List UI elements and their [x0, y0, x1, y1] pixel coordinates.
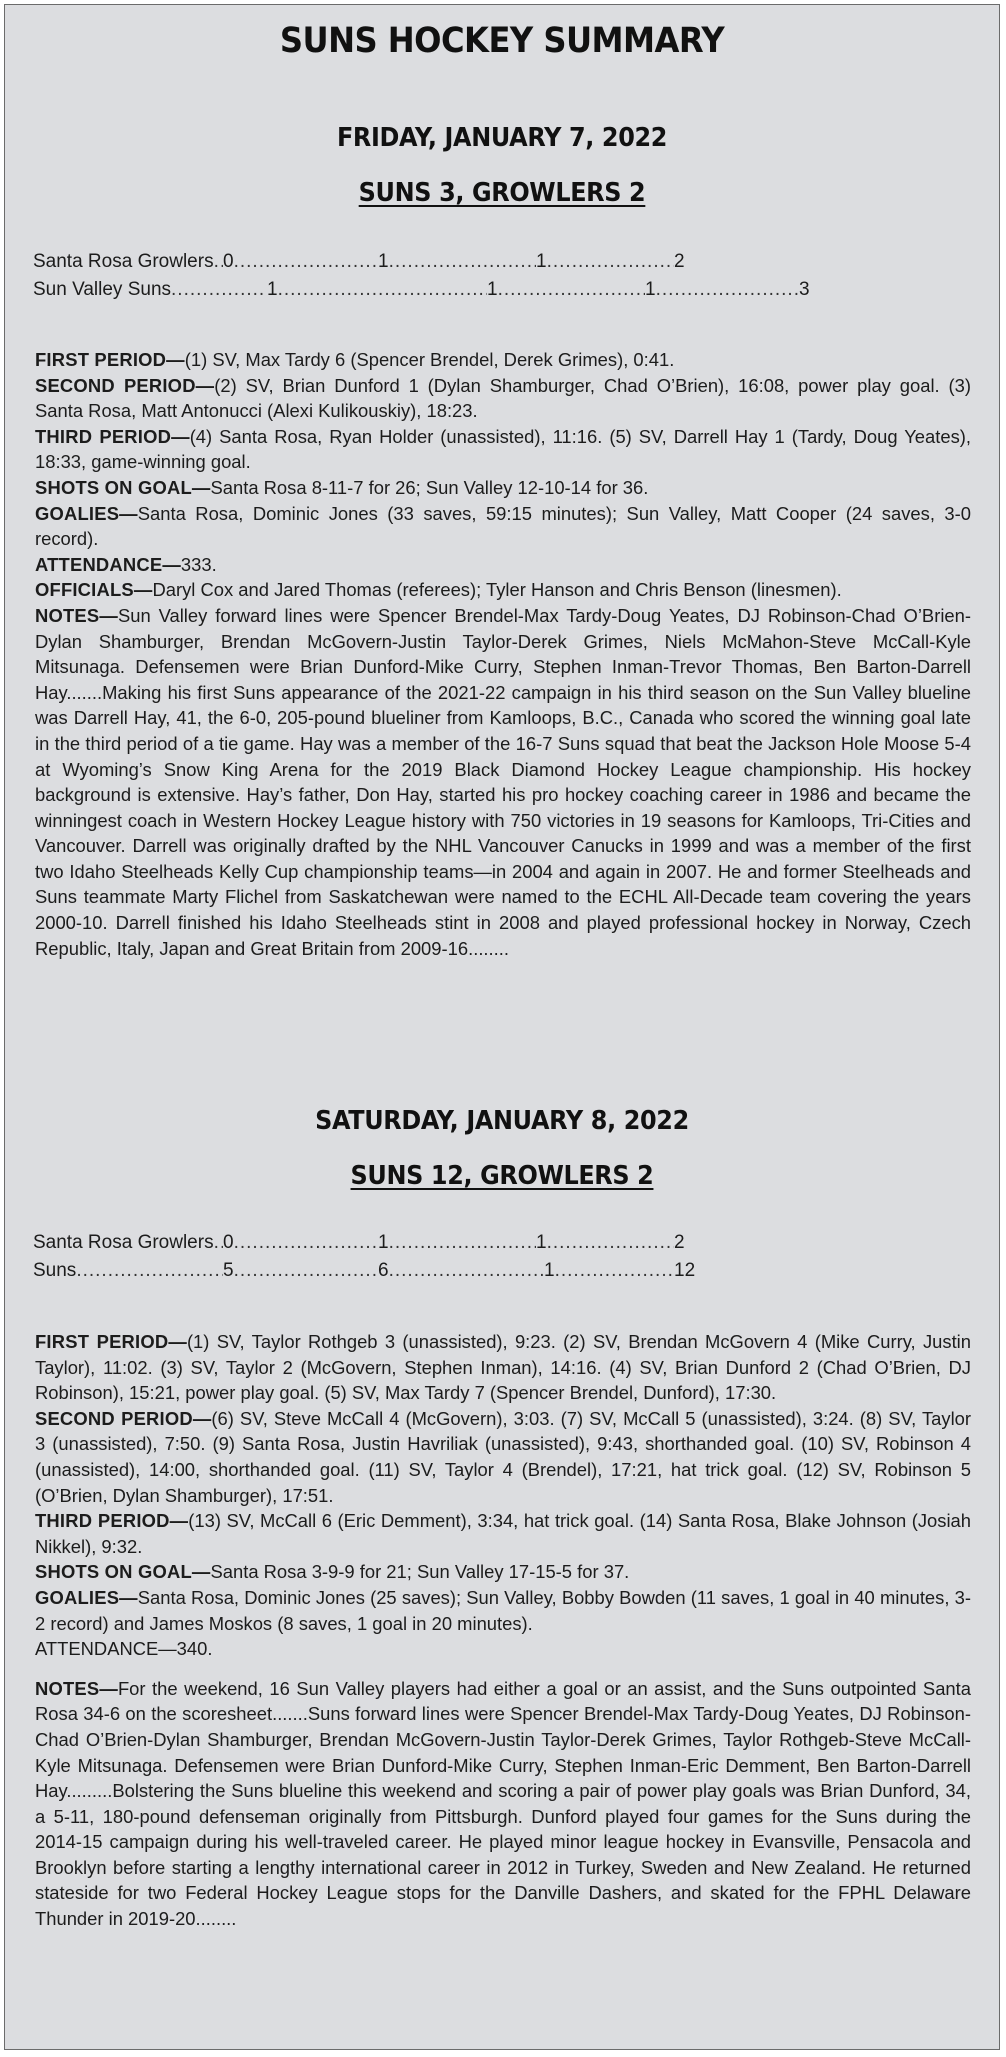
game-1-summary [35, 347, 971, 961]
notes-paragraph: NOTES—Sun Valley forward lines were Spencer Brendel-Max Tardy-Doug Yeates, DJ Robinson-Chad O’Brien-Dylan Shamburger, Brendan McGovern-Justin Taylor-Derek Grimes, Niels McMahon-Steve McCall-Kyle Mitsunaga. Defensemen were Brian Dunford-Mike Curry, Stephen Inman-Trevor Thomas, Ben Barton-Darrell Hay.......Making his first Suns appearance of the 2021-22 campaign in his third season on the Sun Valley blueline was Darrell Hay, 41, the 6-0, 205-pound blueliner from Kamloops, B.C., Canada who scored the winning goal late in the third period of a tie game. Hay was a member of the 16-7 Suns squad that beat the Jackson Hole Moose 5-4 at Wyoming’s Snow King Arena for the 2019 Black Diamond Hockey League championship. His hockey background is extensive. Hay’s father, Don Hay, started his pro hockey coaching career in 1986 and became the winningest coach in Western Hockey League history with 750 victories in 19 seasons for Kamloops, Tri-Cities and Vancouver. Darrell was originally drafted by the NHL Vancouver Canucks in 1999 and was a member of the first two Idaho Steelheads Kelly Cup championship teams—in 2004 and again in 2007. He and former Steelheads and Suns teammate Marty Flichel from Saskatchewan were named to the ECHL All-Decade team covering the years 2000-10. Darrell finished his Idaho Steelheads stint in 2008 and played professional hockey in Norway, Czech Republic, Italy, Japan and Great Britain from 2009-16........ [35, 604, 971, 959]
period-1: 1 [267, 279, 278, 300]
summary-paragraph: SECOND PERIOD—(2) SV, Brian Dunford 1 (Dylan Shamburger, Chad O’Brien), 16:08, power play goal. (3) Santa Rosa, Matt Antonucci (Alexi Kulikouskiy), 18:23. [35, 374, 971, 422]
box-row [33, 276, 813, 304]
period-3: 1 [536, 251, 547, 272]
game-2-box-score [33, 1229, 813, 1285]
summary-paragraph: ATTENDANCE—333. [35, 553, 217, 575]
game-2-date: SATURDAY, JANUARY 8, 2022 [315, 1106, 689, 1136]
summary-paragraph: FIRST PERIOD—(1) SV, Max Tardy 6 (Spencer Brendel, Derek Grimes), 0:41. [35, 349, 675, 370]
box-row [33, 1257, 813, 1285]
game-1-headline: SUNS 3, GROWLERS 2 [358, 178, 646, 208]
team-name: Santa Rosa Growlers [33, 1232, 214, 1253]
period-2: 1 [378, 251, 389, 272]
total: 3 [799, 279, 810, 300]
summary-paragraph: SECOND PERIOD—(6) SV, Steve McCall 4 (McGovern), 3:03. (7) SV, McCall 5 (unassisted), 3:24. (8) SV, Taylor 3 (unassisted), 7:50. (9) Santa Rosa, Justin Havriliak (unassisted), 9:43, shorthanded goal. (10) SV, Robinson 4 (unassisted), 14:00, shorthanded goal. (11) SV, Taylor 4 (Brendel), 17:21, hat trick goal. (12) SV, Robinson 5 (O’Brien, Dylan Shamburger), 17:51. [35, 1407, 972, 1506]
game-1-date: FRIDAY, JANUARY 7, 2022 [336, 123, 668, 153]
box-row [33, 248, 813, 276]
total: 2 [674, 1232, 685, 1253]
summary-paragraph: THIRD PERIOD—(13) SV, McCall 6 (Eric Demment), 3:34, hat trick goal. (14) Santa Rosa, Blake Johnson (Josiah Nikkel), 9:32. [35, 1510, 972, 1557]
summary-paragraph: FIRST PERIOD—(1) SV, Taylor Rothgeb 3 (unassisted), 9:23. (2) SV, Brendan McGovern 4 (Mike Curry, Justin Taylor), 11:02. (3) SV, Taylor 2 (McGovern, Stephen Inman), 14:16. (4) SV, Brian Dunford 2 (Chad O’Brien, DJ Robinson), 15:21, power play goal. (5) SV, Max Tardy 7 (Spencer Brendel, Dunford), 17:30. [35, 1331, 971, 1404]
period-2: 1 [487, 279, 498, 300]
team-name: Sun Valley Suns [33, 279, 172, 300]
period-1: 5 [223, 1260, 234, 1281]
period-1: 0 [223, 1232, 234, 1253]
period-3: 1 [645, 279, 656, 300]
notes-paragraph: NOTES—For the weekend, 16 Sun Valley players had either a goal or an assist, and the Suns outpointed Santa Rosa 34-6 on the scoresheet.......Suns forward lines were Spencer Brendel-Max Tardy-Doug Yeates, DJ Robinson-Chad O’Brien-Dylan Shamburger, Brendan McGovern-Justin Taylor-Derek Grimes, Taylor Rothgeb-Steve McCall-Kyle Mitsunaga. Defensemen were Brian Dunford-Mike Curry, Stephen Inman-Eric Demment, Ben Barton-Darrell Hay.........Bolstering the Suns blueline this weekend and scoring a pair of power play goals was Brian Dunford, 34, a 5-11, 180-pound defenseman originally from Pittsburgh. Dunford played four games for the Suns during the 2014-15 campaign during his well-traveled career. He played minor league hockey in Evansville, Pensacola and Brooklyn before starting a lengthy international career in 2012 in Turkey, Sweden and New Zealand. He returned stateside for two Federal Hockey League stops for the Danville Dashers, and skated for the FPHL Delaware Thunder in 2019-20........ [35, 1677, 971, 1930]
attendance-line: ATTENDANCE—340. [35, 1638, 213, 1660]
summary-paragraph: THIRD PERIOD—(4) Santa Rosa, Ryan Holder (unassisted), 11:16. (5) SV, Darrell Hay 1 (Tardy, Doug Yeates), 18:33, game-winning goal. [35, 425, 972, 473]
period-2: 1 [378, 1232, 389, 1253]
game-2-headline: SUNS 12, GROWLERS 2 [350, 1161, 654, 1191]
total: 2 [674, 251, 685, 272]
summary-page [4, 4, 1000, 2050]
period-1: 0 [223, 251, 234, 272]
game-1-box-score [33, 248, 813, 304]
team-name: Santa Rosa Growlers [33, 251, 214, 272]
summary-paragraph: OFFICIALS—Daryl Cox and Jared Thomas (referees); Tyler Hanson and Chris Benson (linesmen). [35, 579, 842, 601]
period-3: 1 [536, 1232, 547, 1253]
summary-paragraph: SHOTS ON GOAL—Santa Rosa 8-11-7 for 26; Sun Valley 12-10-14 for 36. [35, 476, 649, 498]
period-3: 1 [544, 1260, 555, 1281]
summary-paragraph: GOALIES—Santa Rosa, Dominic Jones (33 saves, 59:15 minutes); Sun Valley, Matt Cooper (24 saves, 3-0 record). [35, 502, 971, 550]
total: 12 [674, 1260, 696, 1281]
page-title: SUNS HOCKEY SUMMARY [279, 21, 725, 61]
team-name: Suns [33, 1260, 77, 1281]
summary-paragraph: SHOTS ON GOAL—Santa Rosa 3-9-9 for 21; Sun Valley 17-15-5 for 37. [35, 1561, 630, 1583]
summary-paragraph: GOALIES—Santa Rosa, Dominic Jones (25 saves); Sun Valley, Bobby Bowden (11 saves, 1 goal in 40 minutes, 3-2 record) and James Moskos (8 saves, 1 goal in 20 minutes). [35, 1586, 971, 1634]
game-2-summary [35, 1329, 971, 1932]
box-row [33, 1229, 813, 1257]
period-2: 6 [378, 1260, 389, 1281]
